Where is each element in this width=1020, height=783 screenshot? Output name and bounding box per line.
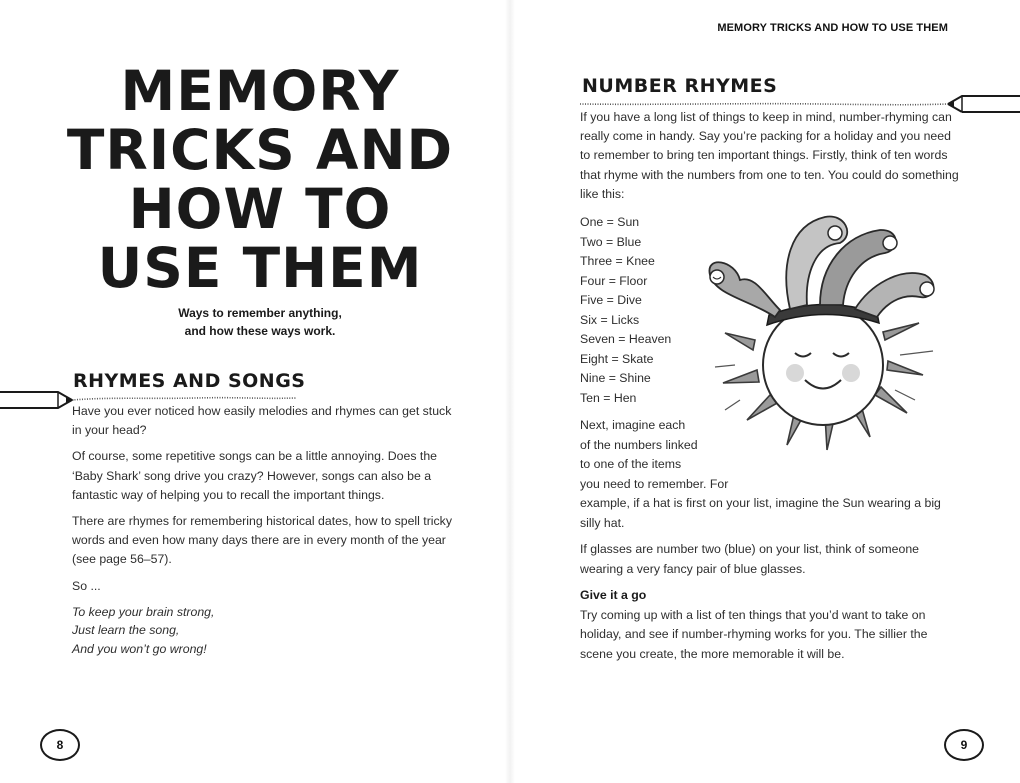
chapter-subtitle (40, 304, 480, 340)
paragraph: If you have a long list of things to keep in mind, number-rhyming can really come in handy. Say you’re packing for a holiday and you need to remember to bring ten important things. Firstly, think of ten words that rhyme with the numbers from one to ten. You could do something like this: (580, 110, 959, 201)
subtitle-line: Ways to remember anything, (178, 306, 342, 320)
poem-line: Just learn the song, (72, 623, 180, 638)
list-item: One = Sun (580, 215, 640, 229)
running-head: MEMORY TRICKS AND HOW TO USE THEM (717, 22, 948, 34)
number-rhyme-list (580, 213, 671, 408)
poem-line: And you won’t go wrong! (72, 641, 207, 656)
list-item: Ten = Hen (580, 390, 637, 405)
book-gutter (505, 0, 515, 783)
paragraph: example, if a hat is first on your list, imagine the Sun wearing a big silly hat. (580, 496, 941, 530)
section-heading-rhymes: RHYMES AND SONGS (73, 370, 306, 392)
paragraph: There are rhymes for remembering historical dates, how to spell tricky words and even how many days there are in every month of the year (see page 56–57). (72, 514, 452, 567)
chapter-title-line: HOW TO (128, 177, 392, 241)
section-heading-number-rhymes: NUMBER RHYMES (582, 75, 778, 97)
list-item: Four = Floor (580, 273, 648, 288)
list-item: Five = Dive (580, 293, 642, 307)
list-item: Nine = Shine (580, 371, 651, 385)
text-line: of the numbers linked (580, 437, 698, 452)
paragraph: Try coming up with a list of ten things that you’d want to take on holiday, and see if number-rhyming works for you. The sillier the scene you create, the more memorable it will be. (580, 607, 928, 661)
number-rhymes-intro (580, 108, 960, 211)
rhymes-body (72, 402, 452, 665)
text-line: Next, imagine each (580, 418, 686, 432)
chapter-title-line: MEMORY (120, 59, 400, 123)
paragraph: If glasses are number two (blue) on your list, think of someone wearing a very fancy pair of blue glasses. (580, 542, 920, 576)
chapter-title-line: USE THEM (97, 236, 423, 300)
text-line: you need to remember. For (580, 476, 729, 491)
page-number-left: 8 (40, 729, 80, 761)
sun-in-jester-hat-illustration (695, 205, 950, 460)
poem-line: To keep your brain strong, (72, 604, 215, 619)
chapter-title (40, 59, 480, 300)
poem (72, 603, 452, 659)
text-line: to one of the items (580, 457, 682, 471)
paragraph: Of course, some repetitive songs can be a little annoying. Does the ‘Baby Shark’ song drive you crazy? However, songs can also be a fantastic way of helping you to recall the important things. (72, 449, 438, 502)
paragraph: So ... (72, 578, 101, 593)
list-item: Three = Knee (580, 254, 655, 268)
list-item: Seven = Heaven (580, 332, 672, 346)
chapter-title-line: TRICKS AND (66, 118, 454, 182)
give-it-a-go-heading: Give it a go (580, 588, 647, 602)
paragraph: Have you ever noticed how easily melodies and rhymes can get stuck in your head? (72, 404, 452, 438)
list-item: Six = Licks (580, 312, 640, 327)
list-item: Two = Blue (580, 234, 642, 249)
page-number-right: 9 (944, 729, 984, 761)
subtitle-line: and how these ways work. (184, 324, 336, 338)
list-item: Eight = Skate (580, 351, 654, 366)
